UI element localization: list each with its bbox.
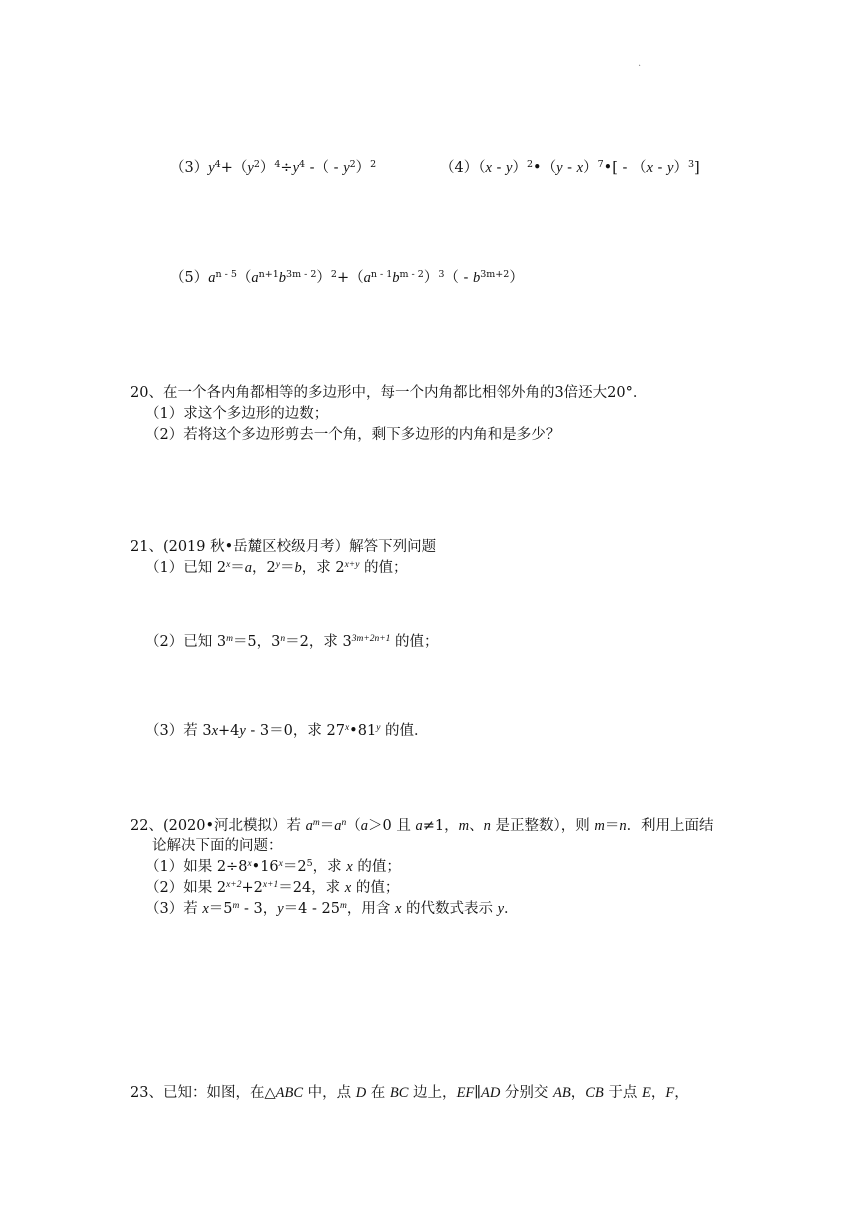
q21-sub3: （3）若 3x+4y - 3＝0，求 27$^x$•81$^y$ 的值． [145, 723, 429, 739]
q21-sub2: （2）已知 $3^m=5$，$3^n=2$，求 $3^{3m+2n+1}$ 的值； [145, 634, 439, 650]
q22-sub2: （2）如果 $2^{x+2}+2^{x+1}=24$，求 x 的值； [145, 880, 400, 896]
q20-stem: 20、在一个各内角都相等的多边形中，每一个内角都比相邻外角的3倍还大20°． [130, 385, 648, 401]
q20-sub1: （1）求这个多边形的边数； [145, 406, 329, 422]
q19-part5: $(5)a^{n - 5}(a^{n+1}b^{3m - 2})^2+(a^{n - 1}b^{m - 2})^3( - b^{3m+2})$ [170, 269, 524, 286]
q22-stem-cont: 论解决下面的问题： [152, 838, 283, 854]
q20-sub2: （2）若将这个多边形剪去一个角，剩下多边形的内角和是多少？ [145, 427, 561, 443]
q22-sub3: （3）若 $x=5^m - 3$，y＝4 - 25$^m$，用含 x 的代数式表示 y． [145, 901, 519, 917]
q21-sub1: （1）已知 $2^x=a$，$2^y=b$，求 $2^{x+y}$ 的值； [145, 560, 408, 576]
q23-stem: 23、已知：如图，在△ABC 中，点 D 在 BC 边上，EF∥AD 分别交 AB，CB 于点 E，F， [130, 1085, 689, 1101]
q22-stem: 22、(2020•河北模拟）若 $a^m=a^n(a>0$ 且 a≠1，m、n 是正整数），则 m＝n．利用上面结 [130, 818, 714, 834]
q19-part4: （4）（x - y）$^2$•（y - x）$^7$•[ - （x - y）$^3$] [440, 159, 700, 176]
q22-sub1: （1）如果 $2\div 8^x•16^x=2^5$，求 x 的值； [145, 858, 401, 875]
q21-stem: 21、(2019 秋•岳麓区校级月考）解答下列问题 [130, 539, 437, 555]
q19-part3: $(3)y^4+(y^2)^4\div y^4$ -（ - $y^2)^2$ [170, 159, 377, 176]
page-marker: . [638, 58, 642, 69]
